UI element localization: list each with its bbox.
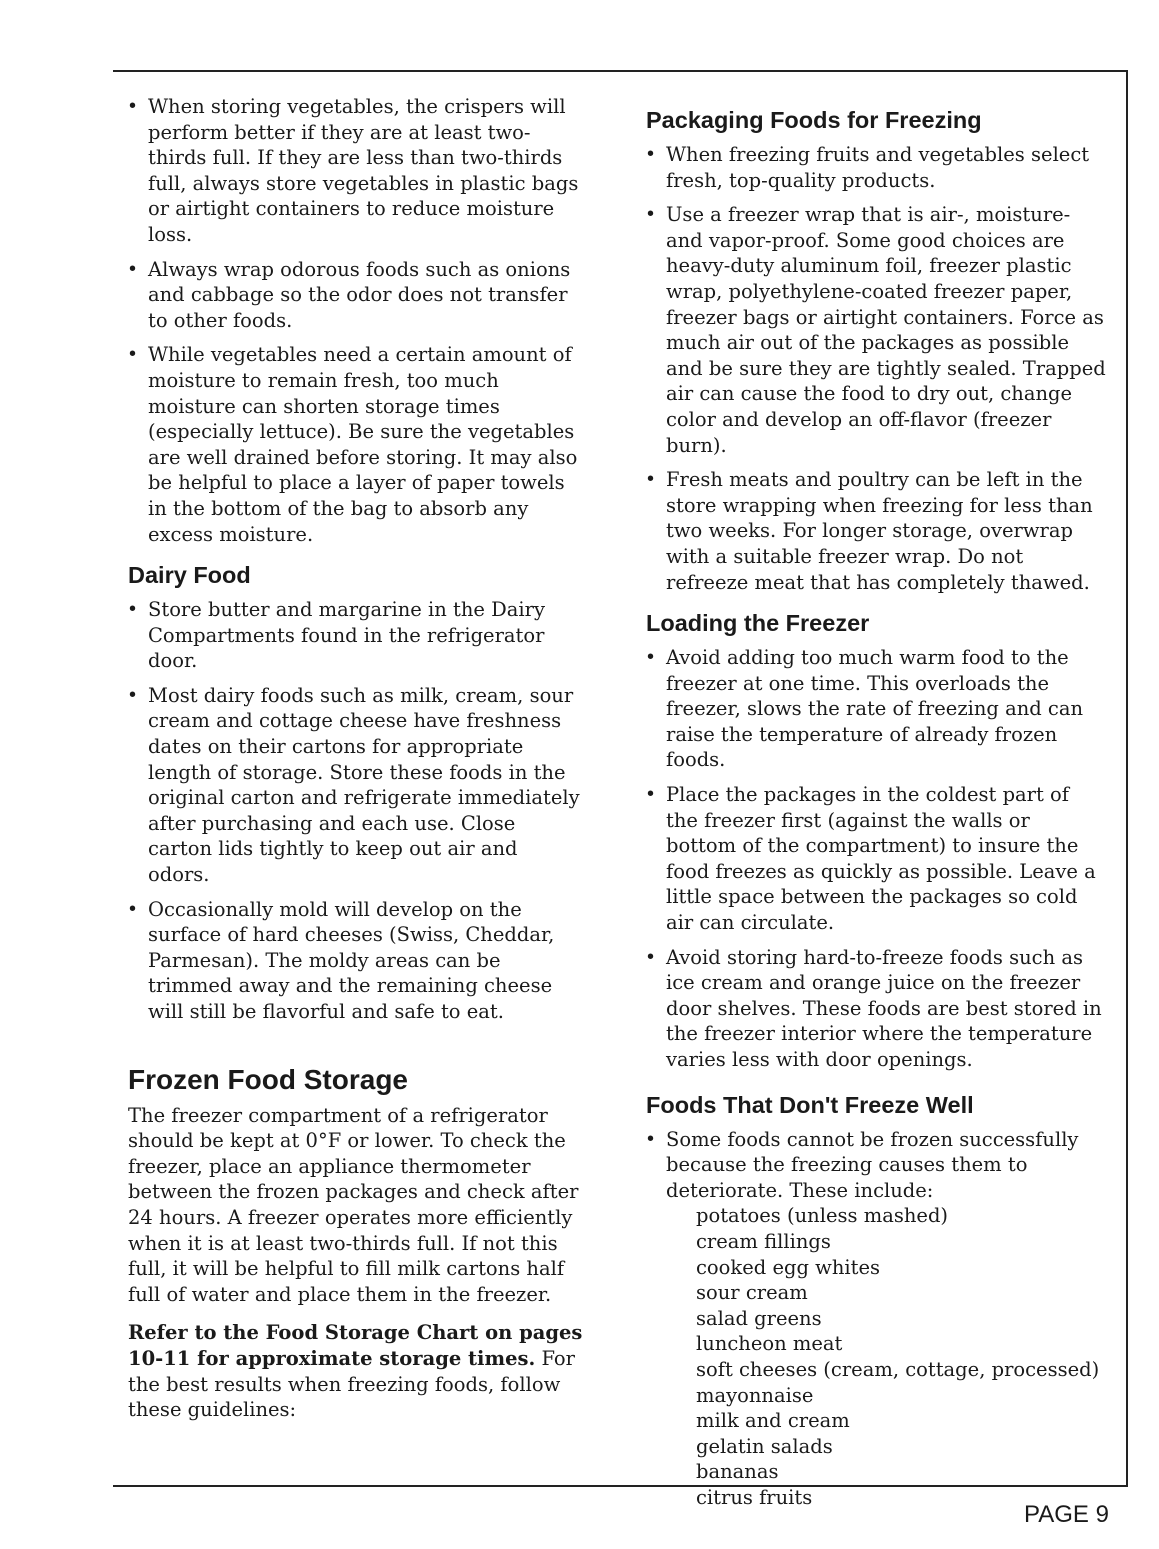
list-item: • Place the packages in the coldest part of the freezer first (against the walls or bottom of the compartment) to insure the food freezes as quickly as possible. Leave a little space between the packages so cold air can circulate. xyxy=(646,782,1106,936)
page-number: PAGE 9 xyxy=(1024,1501,1109,1528)
list-item: • Fresh meats and poultry can be left in the store wrapping when freezing for less than two weeks. For longer storage, overwrap with a suitable freezer wrap. Do not refreeze meat that has completely thawed. xyxy=(646,467,1106,595)
list-item: sour cream xyxy=(696,1281,808,1305)
list-item: cream fillings xyxy=(696,1229,831,1253)
storage-chart-reference-bold: Refer to the Food Storage Chart on pages 10-11 for approximate storage times. xyxy=(128,1321,583,1370)
list-item: soft cheeses (cream, cottage, processed) xyxy=(696,1357,1100,1381)
loading-freezer-heading: Loading the Freezer xyxy=(646,610,870,637)
list-item: • Store butter and margarine in the Dairy Compartments found in the refrigerator door. xyxy=(128,597,584,674)
list-item: cooked egg whites xyxy=(696,1255,881,1279)
dairy-food-heading: Dairy Food xyxy=(128,562,251,589)
storage-chart-reference-text: For the best results when freezing foods, follow these guidelines: xyxy=(128,1346,575,1422)
frozen-food-storage-heading: Frozen Food Storage xyxy=(128,1063,408,1095)
list-item: • Most dairy foods such as milk, cream, sour cream and cottage cheese have freshness dates on their cartons for appropriate length of storage. Store these foods in the original carton and refrigerate immediately after purchasing and each use. Close carton lids tightly to keep out air and odors. xyxy=(128,683,584,888)
list-item: • When freezing fruits and vegetables select fresh, top-quality products. xyxy=(646,142,1106,193)
right-column xyxy=(646,94,1106,1511)
dont-freeze-list xyxy=(646,1127,1106,1204)
loading-freezer-list xyxy=(646,645,1106,1073)
list-item: bananas xyxy=(696,1460,779,1484)
packaging-foods-heading: Packaging Foods for Freezing xyxy=(646,107,982,133)
list-item: • Avoid adding too much warm food to the freezer at one time. This overloads the freezer, slows the rate of freezing and can raise the temperature of already frozen foods. xyxy=(646,645,1106,773)
list-item: potatoes (unless mashed) xyxy=(696,1204,949,1228)
list-item: • Use a freezer wrap that is air-, moisture- and vapor-proof. Some good choices are heavy-duty aluminum foil, freezer plastic wrap, polyethylene-coated freezer paper, freezer bags or airtight containers. Force as much air out of the packages as possible and be sure they are tightly sealed. Trapped air can cause the food to dry out, change color and develop an off-flavor (freezer burn). xyxy=(646,202,1106,458)
crisper-tips-list xyxy=(128,94,584,547)
dont-freeze-heading: Foods That Don't Freeze Well xyxy=(646,1091,974,1118)
list-item: citrus fruits xyxy=(696,1485,813,1509)
right-rule xyxy=(1126,70,1128,1485)
list-item: • Avoid storing hard-to-freeze foods such as ice cream and orange juice on the freezer door shelves. These foods are best stored in the freezer interior where the temperature varies less with door openings. xyxy=(646,945,1106,1073)
list-item: milk and cream xyxy=(696,1409,850,1433)
packaging-foods-list xyxy=(646,142,1106,595)
list-item: • When storing vegetables, the crispers will perform better if they are at least two-thirds full. If they are less than two-thirds full, always store vegetables in plastic bags or airtight containers to reduce moisture loss. xyxy=(128,94,584,248)
left-column xyxy=(128,94,584,1423)
list-item: mayonnaise xyxy=(696,1383,814,1407)
list-item: • Always wrap odorous foods such as onions and cabbage so the odor does not transfer to other foods. xyxy=(128,257,584,334)
list-item: salad greens xyxy=(696,1306,822,1330)
list-item: • While vegetables need a certain amount of moisture to remain fresh, too much moisture can shorten storage times (especially lettuce). Be sure the vegetables are well drained before storing. It may also be helpful to place a layer of paper towels in the bottom of the bag to absorb any excess moisture. xyxy=(128,342,584,547)
frozen-food-paragraph: The freezer compartment of a refrigerator should be kept at 0°F or lower. To check the freezer, place an appliance thermometer between the frozen packages and check after 24 hours. A freezer operates more efficiently when it is at least two-thirds full. If not this full, it will be helpful to fill milk cartons half full of water and place them in the freezer. xyxy=(128,1103,579,1306)
list-item: luncheon meat xyxy=(696,1332,843,1356)
dairy-food-list xyxy=(128,597,584,1025)
list-item: • Some foods cannot be frozen successfully because the freezing causes them to deteriorate. These include: xyxy=(646,1127,1106,1204)
top-rule xyxy=(113,70,1128,72)
list-item: • Occasionally mold will develop on the surface of hard cheeses (Swiss, Cheddar, Parmesan). The moldy areas can be trimmed away and the remaining cheese will still be flavorful and safe to eat. xyxy=(128,897,584,1025)
dont-freeze-foods-list xyxy=(646,1203,1106,1510)
food-storage-chart-reference xyxy=(128,1320,584,1422)
list-item: gelatin salads xyxy=(696,1434,833,1458)
